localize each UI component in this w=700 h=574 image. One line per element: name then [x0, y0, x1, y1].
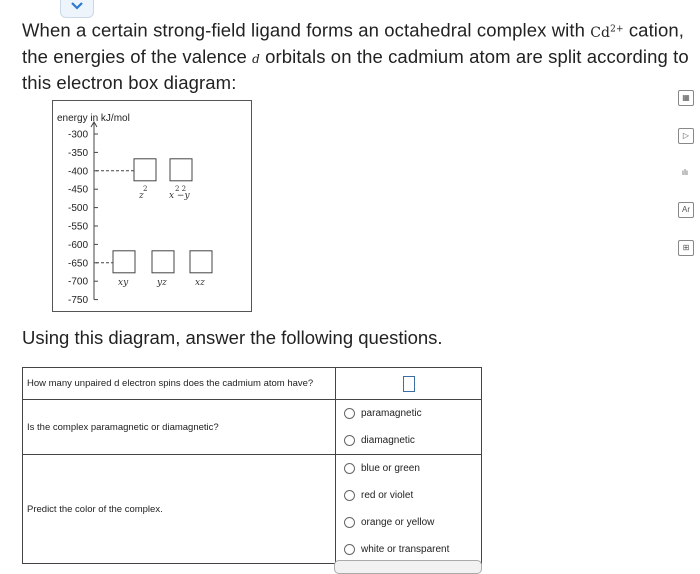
- table-row: [23, 400, 482, 455]
- radio-circle: [344, 435, 355, 446]
- orbital-label: z: [139, 190, 144, 201]
- orbital-box: [134, 159, 156, 181]
- answer-color-cell: [336, 455, 482, 564]
- reference-icon[interactable]: ⊞: [678, 240, 694, 256]
- side-toolbar: [678, 90, 694, 278]
- orbital-sup: 2: [143, 184, 148, 193]
- radio-diamagnetic[interactable]: diamagnetic: [336, 427, 481, 454]
- table-row: [23, 368, 482, 400]
- tick-label: -700: [68, 276, 89, 288]
- tick-label: -300: [68, 129, 89, 141]
- sub-prompt: Using this diagram, answer the following questions.: [22, 327, 443, 348]
- radio-red-violet[interactable]: red or violet: [336, 482, 481, 509]
- metal-ion: $Cd^{2+}$: [590, 24, 624, 41]
- tick-label: -500: [68, 203, 89, 215]
- calculator-icon[interactable]: ▦: [678, 90, 694, 106]
- question-unpaired: How many unpaired d electron spins does the cadmium atom have?: [23, 368, 336, 400]
- orbital-box: [152, 251, 174, 273]
- action-button-partial[interactable]: [334, 560, 482, 574]
- play-icon[interactable]: ▷: [678, 128, 694, 144]
- radio-circle: [344, 517, 355, 528]
- tick-label: -650: [68, 258, 89, 270]
- question-color: Predict the color of the complex.: [23, 455, 336, 564]
- radio-orange-yellow[interactable]: orange or yellow: [336, 509, 481, 536]
- orbital-label: yz: [157, 277, 167, 288]
- answer-unpaired-cell: [336, 368, 482, 400]
- table-row: [23, 455, 482, 564]
- bar-chart-icon[interactable]: ılı: [681, 168, 689, 177]
- question-magnetism: Is the complex paramagnetic or diamagnetic?: [23, 400, 336, 455]
- tick-label: -750: [68, 295, 89, 307]
- tick-label: -400: [68, 166, 89, 178]
- radio-circle: [344, 544, 355, 555]
- tick-label: -600: [68, 239, 89, 251]
- orbital-box: [170, 159, 192, 181]
- radio-circle: [344, 490, 355, 501]
- radio-circle: [344, 408, 355, 419]
- unpaired-input[interactable]: [403, 376, 415, 392]
- question-text: When a certain strong-field ligand forms an octahedral complex with $Cd^{2+}$ cation, the energies of the valence d orbitals on the cadmium atom are split according to this electron box diagram:: [22, 19, 689, 93]
- questions-table: [22, 367, 482, 564]
- tick-label: -450: [68, 184, 89, 196]
- radio-white-transparent[interactable]: white or transparent: [336, 536, 481, 563]
- tick-label: -550: [68, 221, 89, 233]
- radio-blue-green[interactable]: blue or green: [336, 455, 481, 482]
- answer-magnetism-cell: [336, 400, 482, 455]
- radio-circle: [344, 463, 355, 474]
- orbital-label: xz: [195, 277, 205, 288]
- orbital-sup: 2 2: [175, 184, 187, 193]
- orbital-label: xy: [118, 277, 129, 288]
- orbital-box: [190, 251, 212, 273]
- orbital-diagram: [52, 100, 252, 312]
- orbital-label: x −y: [169, 190, 190, 201]
- tick-label: -350: [68, 147, 89, 159]
- orbital-box: [113, 251, 135, 273]
- orbital-svg: [53, 101, 251, 311]
- radio-paramagnetic[interactable]: paramagnetic: [336, 400, 481, 427]
- periodic-table-icon[interactable]: Ar: [678, 202, 694, 218]
- chevron-down-icon: [70, 1, 84, 11]
- axis-title: energy in kJ/mol: [57, 113, 130, 124]
- collapse-toggle[interactable]: [60, 0, 94, 18]
